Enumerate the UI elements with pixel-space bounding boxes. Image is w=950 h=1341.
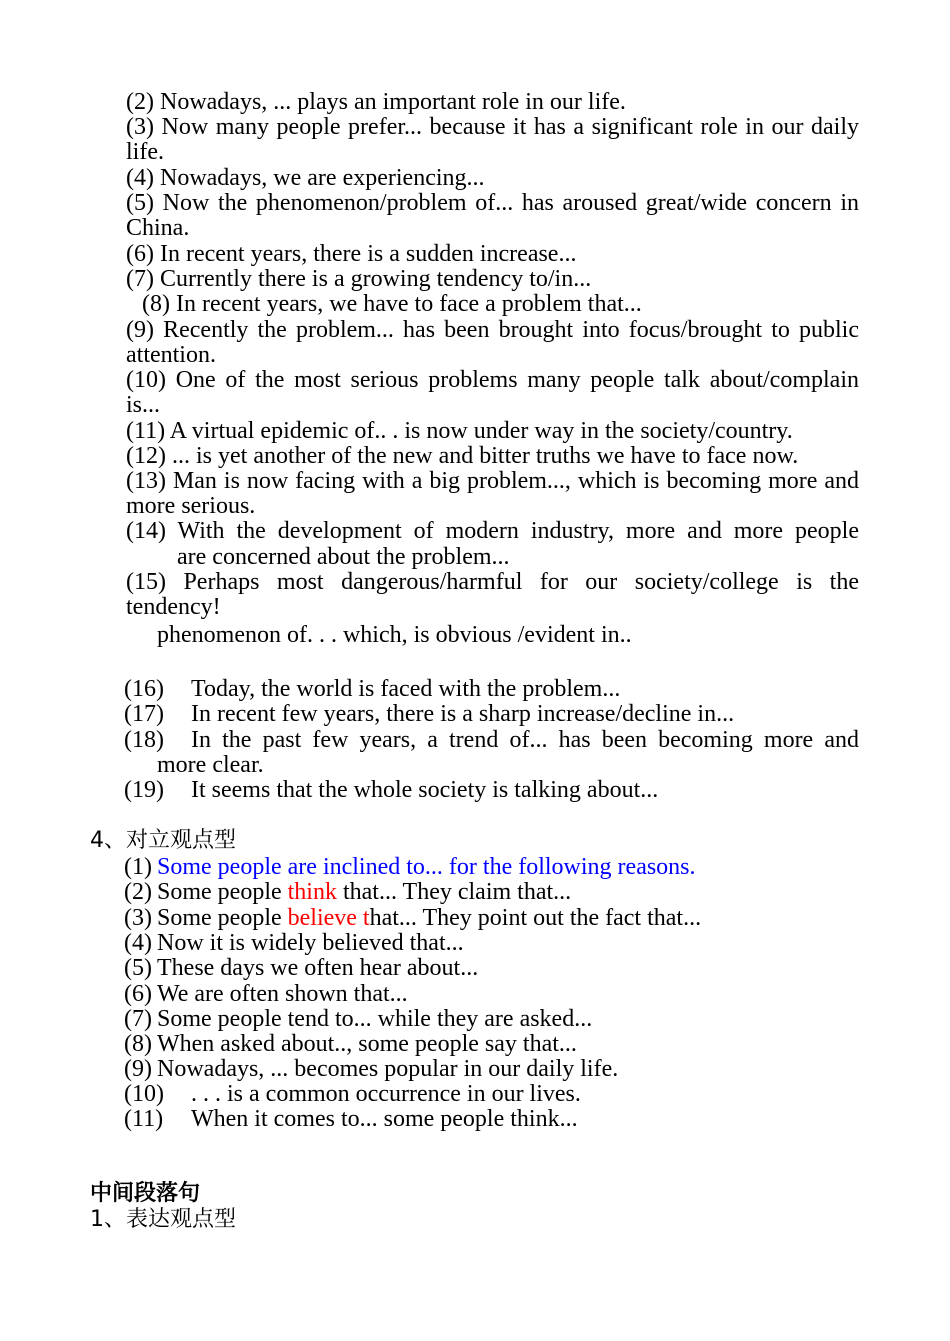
list-item: (14) With the development of modern industry, more and more people (126, 518, 859, 544)
list-item: (4) Nowadays, we are experiencing... (126, 165, 485, 191)
item-number: (4) (124, 929, 152, 956)
list-item (124, 728, 859, 753)
highlighted-text: believe t (287, 904, 370, 931)
item-text: In the past few years, a trend of... has been becoming more and (191, 727, 859, 753)
list-item: (5) Now the phenomenon/problem of... has aroused great/wide concern in China. (126, 190, 859, 242)
item-text: We are often shown that... (157, 980, 408, 1007)
item-number: (10) (124, 1081, 164, 1107)
item-text: that... They claim that... (336, 879, 572, 906)
list-item: (11) A virtual epidemic of.. . is now under way in the society/country. (126, 418, 793, 444)
item-text: . . . is a common occurrence in our lives. (191, 1081, 581, 1107)
item-number: (7) (124, 1005, 152, 1032)
list-item-continuation: phenomenon of. . . which, is obvious /evident in.. (157, 622, 632, 648)
list-item (124, 982, 408, 1007)
list-item-continuation: more clear. (157, 752, 264, 778)
list-item (124, 1057, 618, 1082)
item-text: Some people (157, 904, 288, 931)
list-item: (9) Recently the problem... has been brought into focus/brought to public attention. (126, 317, 859, 369)
item-number: (8) (124, 1031, 152, 1058)
item-number: (2) (124, 879, 152, 906)
item-text: Today, the world is faced with the problem... (191, 676, 621, 702)
item-text: In recent few years, there is a sharp increase/decline in... (191, 701, 735, 727)
item-text: Some people tend to... while they are asked... (157, 1005, 593, 1032)
list-item (124, 956, 478, 981)
list-item: (15) Perhaps most dangerous/harmful for our society/college is the tendency! (126, 569, 859, 621)
item-text: When it comes to... some people think... (191, 1106, 578, 1132)
list-item: (10) One of the most serious problems many people talk about/complain is... (126, 367, 859, 419)
item-number: (9) (124, 1056, 152, 1083)
list-item (124, 1107, 578, 1132)
list-item (124, 778, 658, 803)
item-text: These days we often hear about... (157, 955, 479, 982)
subsection-heading: 1、表达观点型 (90, 1207, 236, 1232)
item-number: (19) (124, 777, 164, 803)
item-number: (5) (124, 955, 152, 982)
list-item: (7) Currently there is a growing tendency to/in... (126, 266, 592, 292)
list-item (124, 1032, 577, 1057)
item-text: hat... They point out the fact that... (369, 904, 702, 931)
list-item (124, 855, 696, 880)
item-number: (6) (124, 980, 152, 1007)
highlighted-text: Some people are inclined to... for the following reasons. (157, 854, 696, 880)
list-item-continuation: are concerned about the problem... (177, 544, 510, 570)
list-item (124, 702, 734, 727)
list-item (124, 1082, 581, 1107)
highlighted-text: think (287, 879, 337, 906)
item-number: (17) (124, 701, 164, 727)
list-item: (8) In recent years, we have to face a problem that... (142, 291, 642, 317)
item-text: Nowadays, ... becomes popular in our daily life. (157, 1056, 619, 1083)
list-item: (2) Nowadays, ... plays an important role in our life. (126, 89, 626, 115)
item-text: It seems that the whole society is talking about... (191, 777, 659, 803)
list-item: (12) ... is yet another of the new and bitter truths we have to face now. (126, 443, 799, 469)
list-item (124, 677, 620, 702)
item-number: (1) (124, 854, 152, 880)
list-item: (6) In recent years, there is a sudden increase... (126, 241, 577, 267)
list-item (124, 931, 464, 956)
list-item: (13) Man is now facing with a big problem..., which is becoming more and more serious. (126, 468, 859, 520)
list-item (124, 1007, 592, 1032)
item-number: (11) (124, 1106, 164, 1132)
list-item: (3) Now many people prefer... because it has a significant role in our daily life. (126, 114, 859, 166)
item-number: (3) (124, 904, 152, 931)
item-text: When asked about.., some people say that... (157, 1031, 577, 1058)
list-item (124, 880, 571, 905)
list-item (124, 906, 701, 931)
item-number: (16) (124, 676, 164, 702)
item-number: (18) (124, 727, 164, 753)
item-text: Now it is widely believed that... (157, 929, 464, 956)
section-heading: 4、对立观点型 (90, 828, 236, 853)
item-text: Some people (157, 879, 288, 906)
section-heading-bold: 中间段落句 (90, 1181, 201, 1206)
